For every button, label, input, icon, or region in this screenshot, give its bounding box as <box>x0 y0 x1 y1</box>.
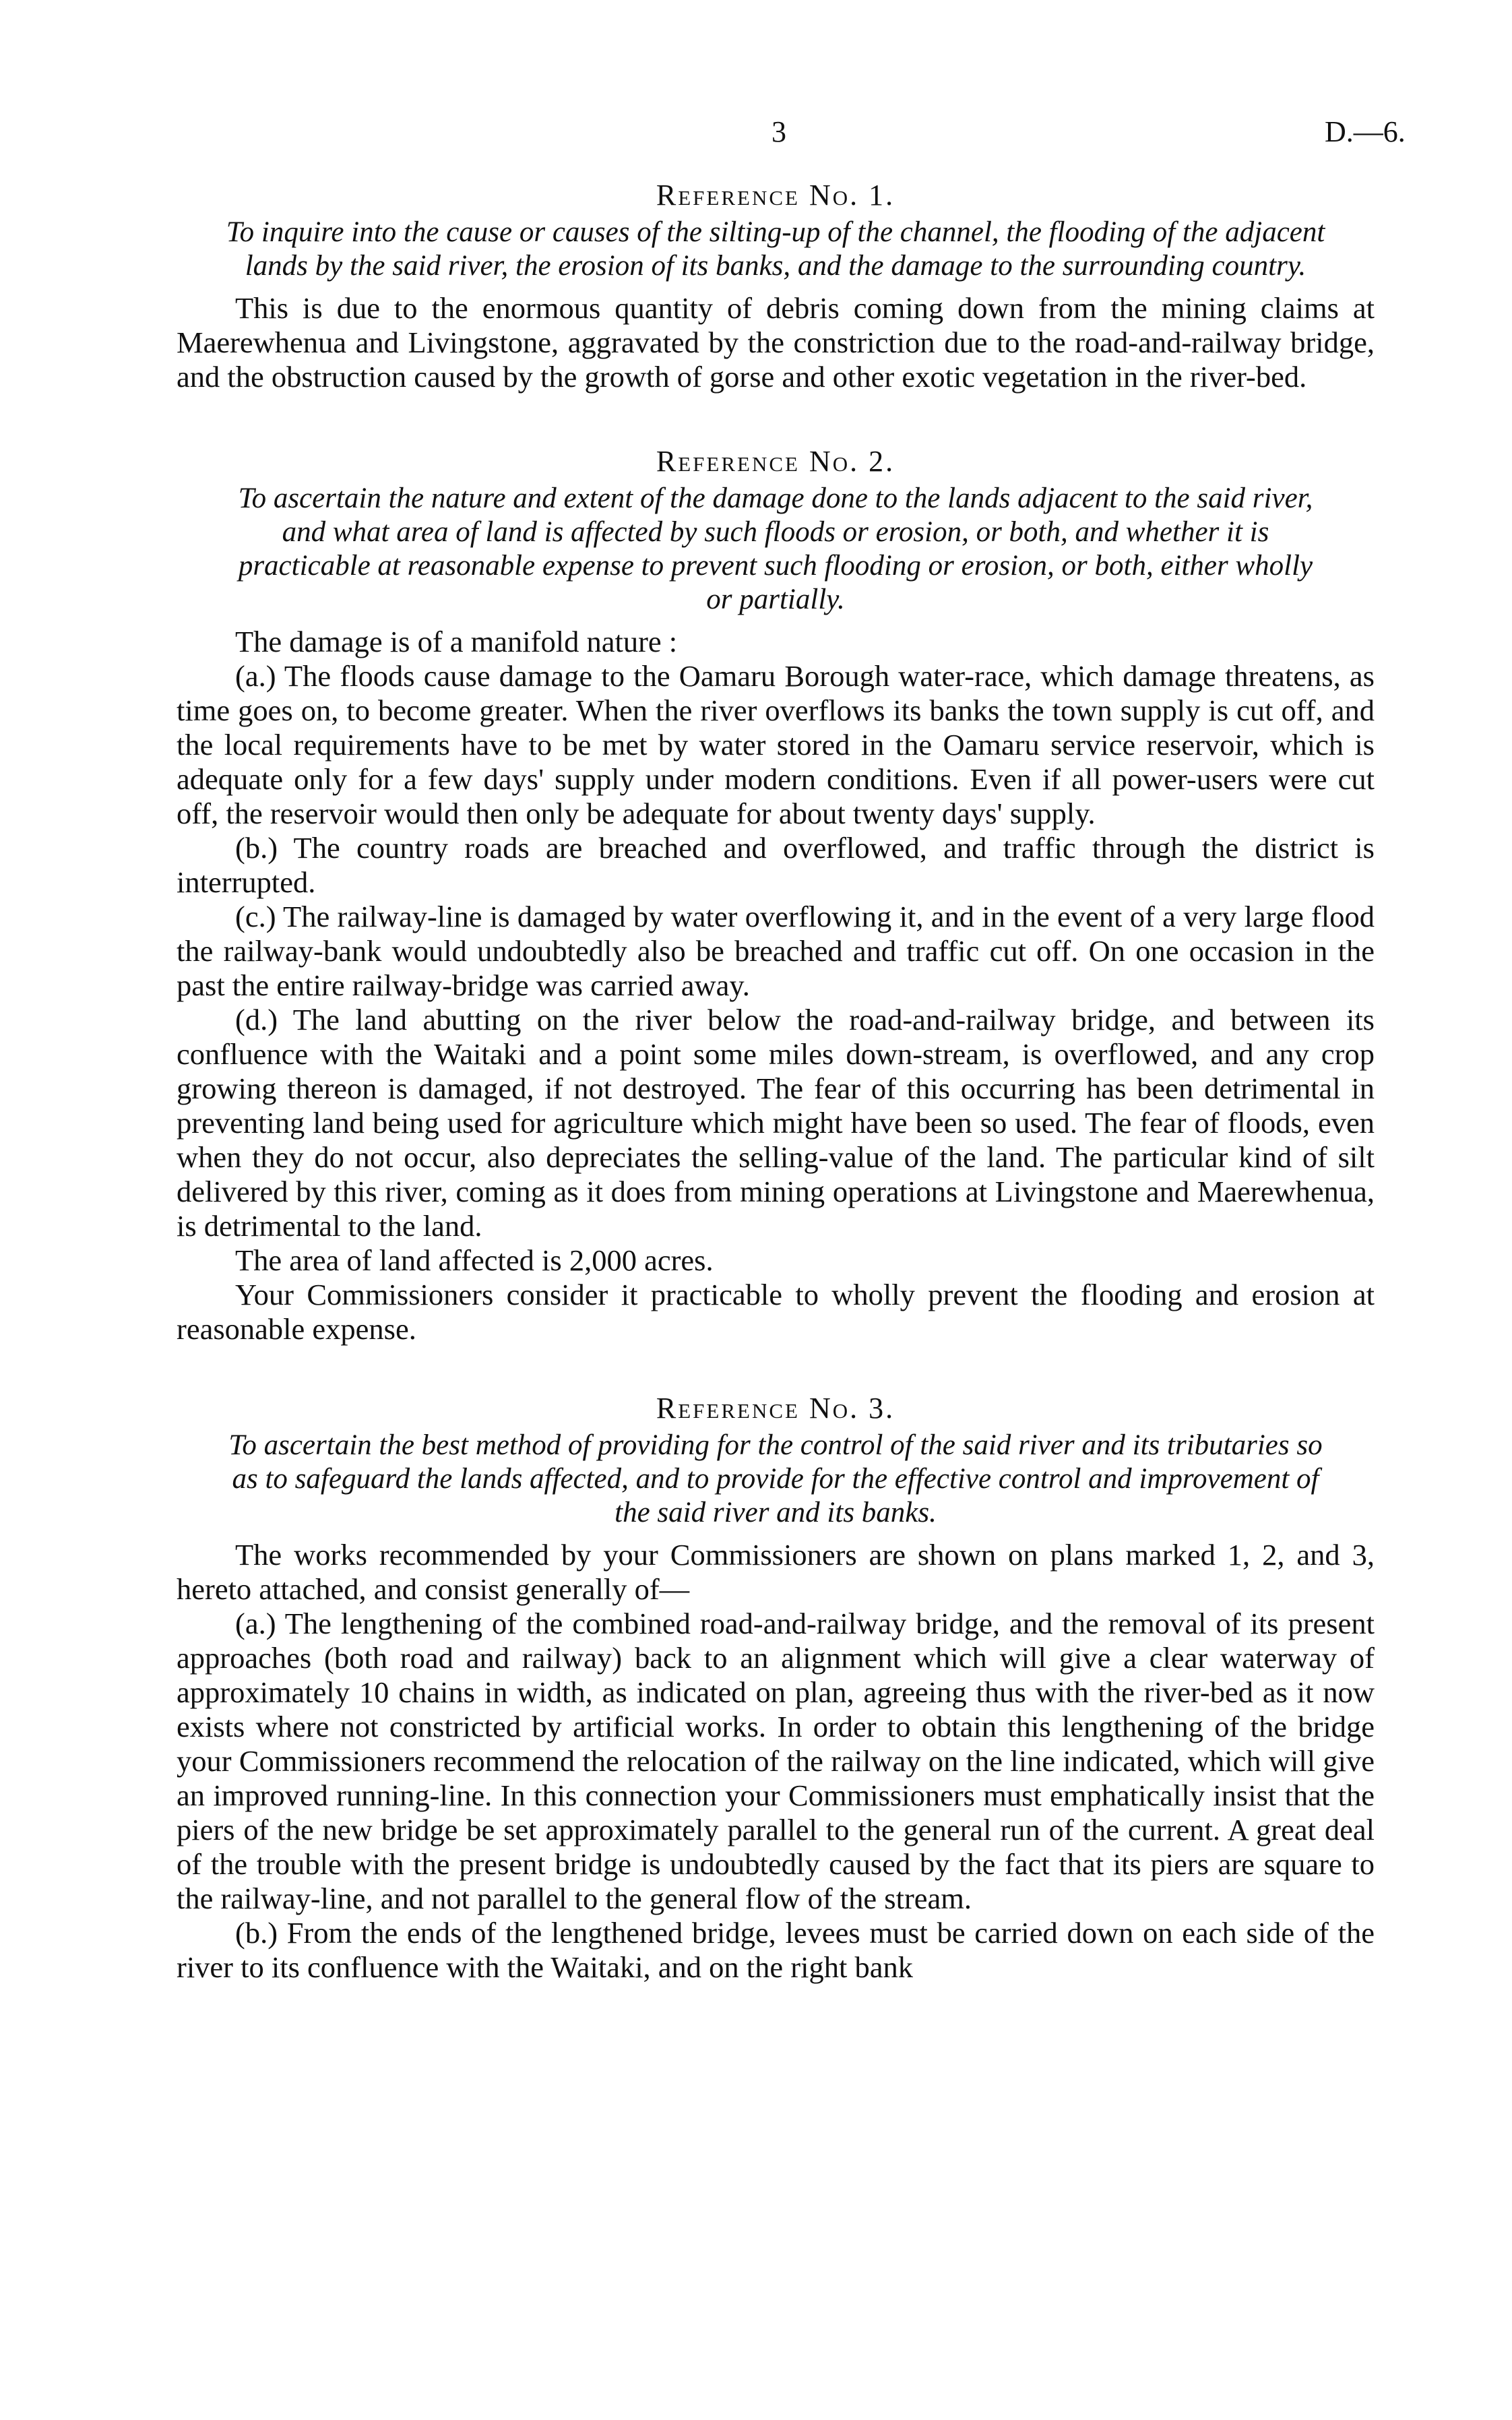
reference-2-section <box>177 443 1375 1346</box>
document-body <box>177 177 1375 1985</box>
reference-1-section <box>177 177 1375 394</box>
page-number: 3 <box>771 115 786 148</box>
reference-2-paragraph: The damage is of a manifold nature : <box>235 625 678 658</box>
reference-2-paragraph: (a.) The floods cause damage to the Oamaru Borough water-race, which damage threatens, as time goes on, to become greater. When the river overflows its banks the town supply is cut off, and the local requirements have to be met by water stored in the Oamaru service reservoir, which is adequate only for a few days' supply under modern conditions. Even if all power-users were cut off, the reservoir would then only be adequate for about twenty days' supply. <box>177 659 1375 830</box>
reference-3-section <box>177 1390 1375 1985</box>
reference-2-paragraph: (c.) The railway-line is damaged by water overflowing it, and in the event of a very large flood the railway-bank would undoubtedly also be breached and traffic cut off. On one occasion in the past the entire railway-bridge was carried away. <box>177 900 1375 1002</box>
series-reference: D.—6. <box>1325 115 1406 148</box>
reference-3-terms: To ascertain the best method of providing for the control of the said river and its tributaries so as to safeguard the lands affected, and to provide for the effective control and improvement of the said river and its banks. <box>228 1429 1323 1528</box>
reference-3-paragraph: The works recommended by your Commissioners are shown on plans marked 1, 2, and 3, hereto attached, and consist generally of— <box>177 1538 1375 1606</box>
reference-1-heading: Reference No. 1. <box>656 179 895 212</box>
section-spacer <box>177 1346 1375 1390</box>
reference-1-terms: To inquire into the cause or causes of the silting-up of the channel, the flooding of the adjacent lands by the said river, the erosion of its banks, and the damage to the surrounding country. <box>226 216 1325 282</box>
page-header <box>0 115 1512 162</box>
section-spacer <box>177 394 1375 443</box>
reference-3-paragraph: (a.) The lengthening of the combined road-and-railway bridge, and the removal of its present approaches (both road and railway) back to an alignment which will give a clear waterway of approximately 10 chains in width, as indicated on plan, agreeing thus with the river-bed as it now exists where not constricted by artificial works. In order to obtain this lengthening of the bridge your Commissioners recommend the relocation of the railway on the line indicated, which will give an improved running-line. In this connection your Commissioners must emphatically insist that the piers of the new bridge be set approximately parallel to the general run of the current. A great deal of the trouble with the present bridge is undoubtedly caused by the fact that its piers are square to the railway-line, and not parallel to the general flow of the stream. <box>177 1607 1375 1915</box>
reference-3-heading: Reference No. 3. <box>656 1392 895 1425</box>
reference-2-paragraph: Your Commissioners consider it practicable to wholly prevent the flooding and erosion at reasonable expense. <box>177 1278 1375 1346</box>
reference-2-paragraph: (d.) The land abutting on the river below the road-and-railway bridge, and between its confluence with the Waitaki and a point some miles down-stream, is overflowed, and any crop growing thereon is damaged, if not destroyed. The fear of this occurring has been detrimental in preventing land being used for agriculture which might have been so used. The fear of floods, even when they do not occur, also depreciates the selling-value of the land. The particular kind of silt delivered by this river, coming as it does from mining operations at Livingstone and Maerewhenua, is detrimental to the land. <box>177 1003 1375 1243</box>
reference-2-heading: Reference No. 2. <box>656 445 895 478</box>
reference-3-paragraph: (b.) From the ends of the lengthened bridge, levees must be carried down on each side of the river to its confluence with the Waitaki, and on the right bank <box>177 1916 1375 1984</box>
reference-2-paragraph: (b.) The country roads are breached and overflowed, and traffic through the district is interrupted. <box>177 831 1375 899</box>
reference-2-terms: To ascertain the nature and extent of the damage done to the lands adjacent to the said river, and what area of land is affected by such floods or erosion, or both, and whether it is practicable at reasonable expense to prevent such flooding or erosion, or both, either wholly or partially. <box>238 483 1313 615</box>
reference-2-paragraph: The area of land affected is 2,000 acres. <box>235 1243 714 1277</box>
reference-1-paragraph: This is due to the enormous quantity of debris coming down from the mining claims at Maerewhenua and Livingstone, aggravated by the constriction due to the road-and-railway bridge, and the obstruction caused by the growth of gorse and other exotic vegetation in the river-bed. <box>177 291 1375 394</box>
